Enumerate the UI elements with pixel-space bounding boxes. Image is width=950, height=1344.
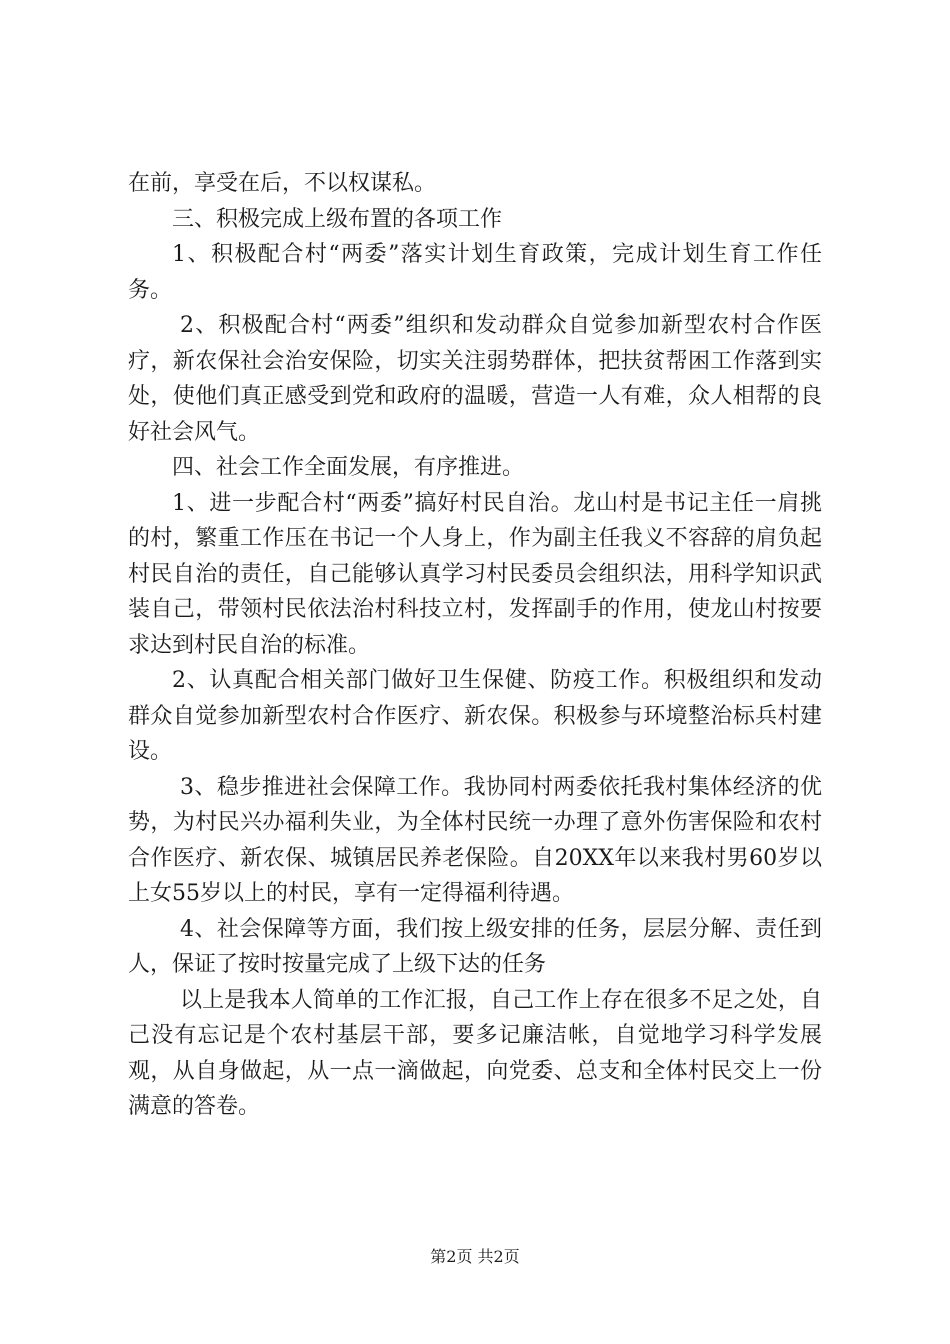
paragraph-4-4: 4、社会保障等方面，我们按上级安排的任务，层层分解、责任到人，保证了按时按量完成了上级下达的任务 — [128, 916, 822, 977]
section-heading-4: 四、社会工作全面发展，有序推进。 — [172, 455, 525, 480]
paragraph-4-2: 2、认真配合相关部门做好卫生保健、防疫工作。积极组织和发动群众自觉参加新型农村合作医疗、新农保。积极参与环境整治标兵村建设。 — [128, 668, 822, 764]
section-heading-3: 三、积极完成上级布置的各项工作 — [172, 206, 503, 232]
paragraph-4-1: 1、进一步配合村“两委”搞好村民自治。龙山村是书记主任一肩挑的村，繁重工作压在书记一个人身上，作为副主任我义不容辞的肩负起村民自治的责任，自己能够认真学习村民委员会组织法，用科学知识武装自己，带领村民依法治村科技立村，发挥副手的作用，使龙山村按要求达到村民自治的标准。 — [128, 490, 822, 658]
paragraph-closing: 以上是我本人简单的工作汇报，自己工作上存在很多不足之处，自己没有忘记是个农村基层干部，要多记廉洁帐，自觉地学习科学发展观，从自身做起，从一点一滴做起，向党委、总支和全体村民交上一份满意的答卷。 — [128, 987, 822, 1119]
paragraph-4-3: 3、稳步推进社会保障工作。我协同村两委依托我村集体经济的优势，为村民兴办福利失业，为全体村民统一办理了意外伤害保险和农村合作医疗、新农保、城镇居民养老保险。自20XX年以来我村男60岁以上女55岁以上的村民，享有一定得福利待遇。 — [128, 774, 822, 906]
page-footer: 第2页 共2页 — [430, 1247, 520, 1266]
paragraph-3-2: 2、积极配合村“两委”组织和发动群众自觉参加新型农村合作医疗，新农保社会治安保险，切实关注弱势群体，把扶贫帮困工作落到实处，使他们真正感受到党和政府的温暖，营造一人有难，众人相帮的良好社会风气。 — [128, 313, 822, 445]
document-body — [128, 166, 822, 1125]
paragraph-3-1: 1、积极配合村“两委”落实计划生育政策，完成计划生育工作任务。 — [128, 242, 822, 303]
paragraph-continuation: 在前，享受在后，不以权谋私。 — [128, 171, 437, 196]
